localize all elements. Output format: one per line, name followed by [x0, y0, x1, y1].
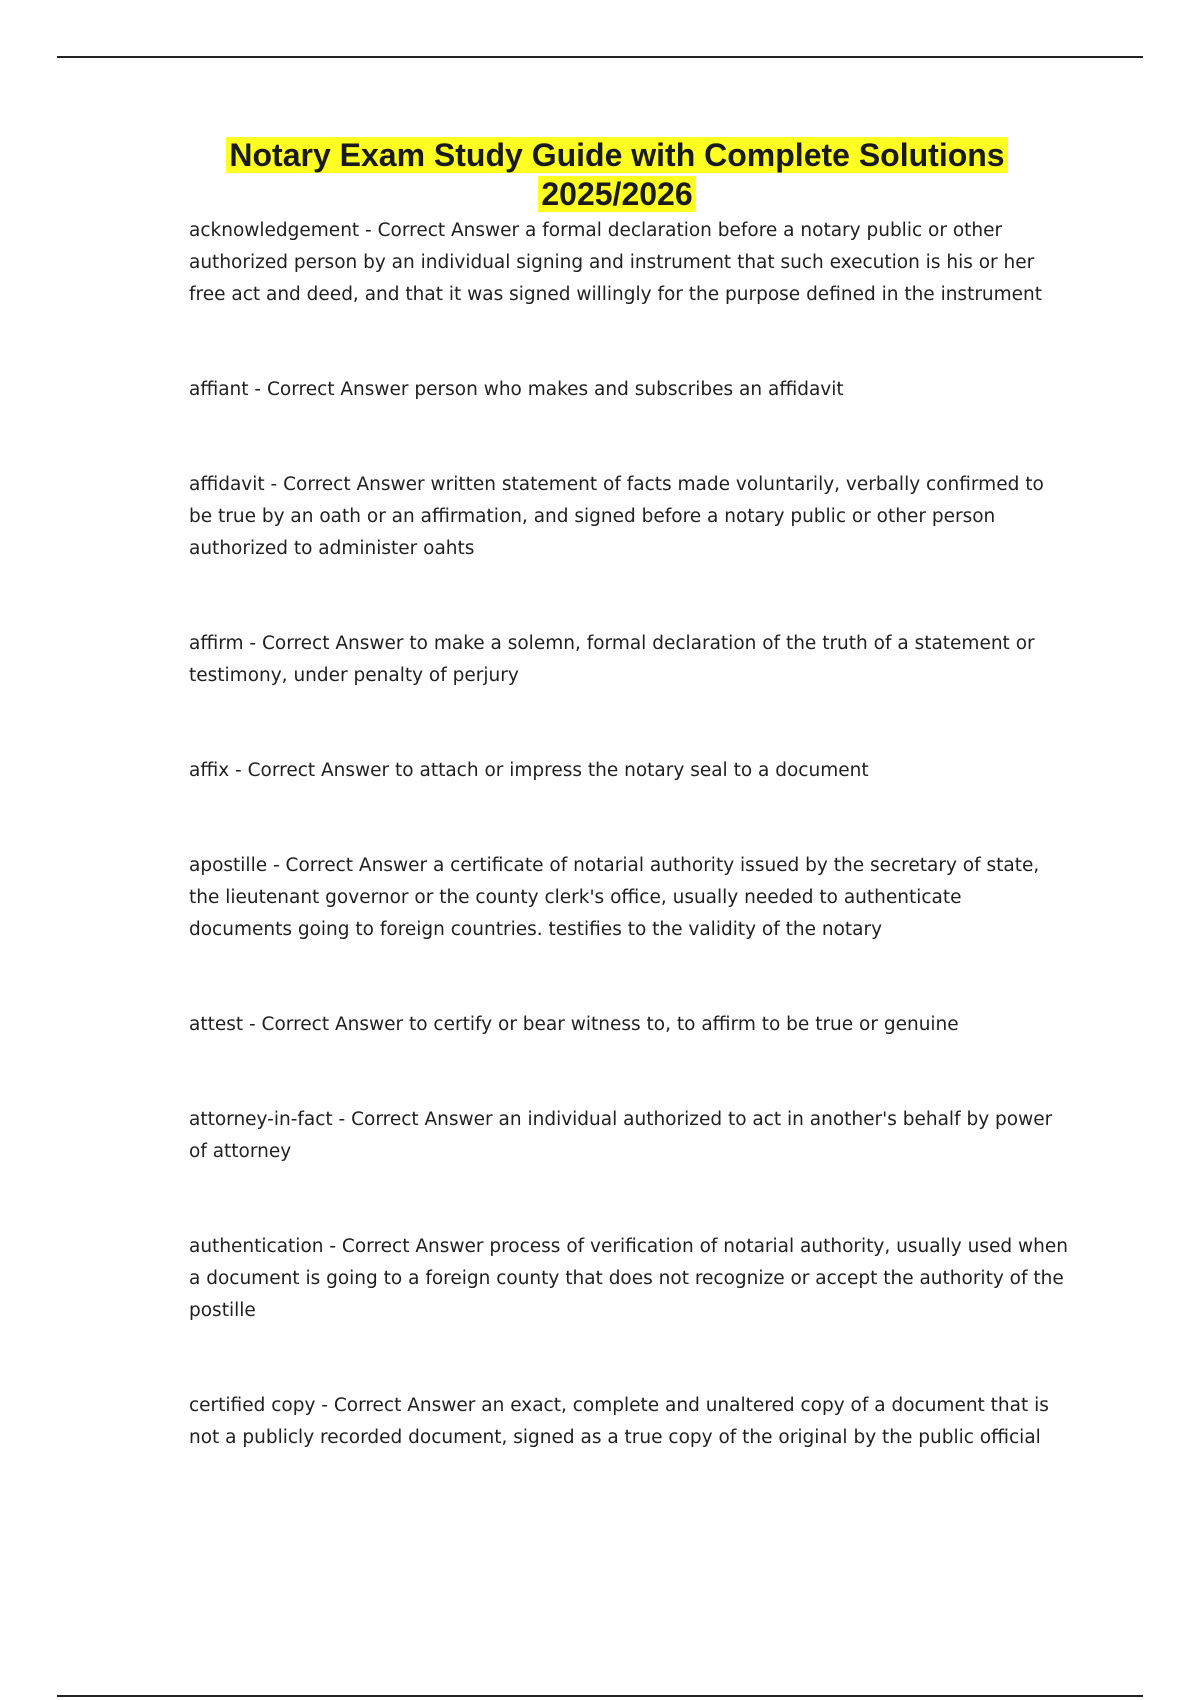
glossary-entry-acknowledgement: acknowledgement - Correct Answer a formal declaration before a notary public or other authorized person by an individual signing and instrument that such execution is his or her free act and deed, and that it was signed willingly for the purpose defined in the instrument: [189, 220, 1043, 305]
glossary-entry-affiant: affiant - Correct Answer person who makes and subscribes an affidavit: [189, 379, 844, 400]
glossary-entries: [189, 215, 1069, 1517]
glossary-entry-affidavit: affidavit - Correct Answer written statement of facts made voluntarily, verbally confirmed to be true by an oath or an affirmation, and signed before a notary public or other person authorized to administer oahts: [189, 474, 1044, 559]
page-title: [150, 136, 1084, 214]
glossary-entry-attorney-in-fact: attorney-in-fact - Correct Answer an individual authorized to act in another's behalf by power of attorney: [189, 1109, 1053, 1162]
glossary-entry-certified-copy: certified copy - Correct Answer an exact, complete and unaltered copy of a document that is not a publicly recorded document, signed as a true copy of the original by the public official: [189, 1395, 1049, 1448]
glossary-entry-affirm: affirm - Correct Answer to make a solemn, formal declaration of the truth of a statement or testimony, under penalty of perjury: [189, 633, 1035, 686]
glossary-entry-attest: attest - Correct Answer to certify or bear witness to, to affirm to be true or genuine: [189, 1014, 959, 1035]
glossary-entry-authentication: authentication - Correct Answer process of verification of notarial authority, usually used when a document is going to a foreign county that does not recognize or accept the authority of the postille: [189, 1236, 1068, 1321]
glossary-entry-affix: affix - Correct Answer to attach or impress the notary seal to a document: [189, 760, 869, 781]
top-rule: [57, 56, 1143, 58]
title-line-1: Notary Exam Study Guide with Complete Solutions: [226, 137, 1007, 173]
bottom-rule: [57, 1695, 1143, 1697]
glossary-entry-apostille: apostille - Correct Answer a certificate of notarial authority issued by the secretary of state, the lieutenant governor or the county clerk's office, usually needed to authenticate documents going to foreign countries. testifies to the validity of the notary: [189, 855, 1040, 940]
title-line-2: 2025/2026: [538, 176, 695, 212]
